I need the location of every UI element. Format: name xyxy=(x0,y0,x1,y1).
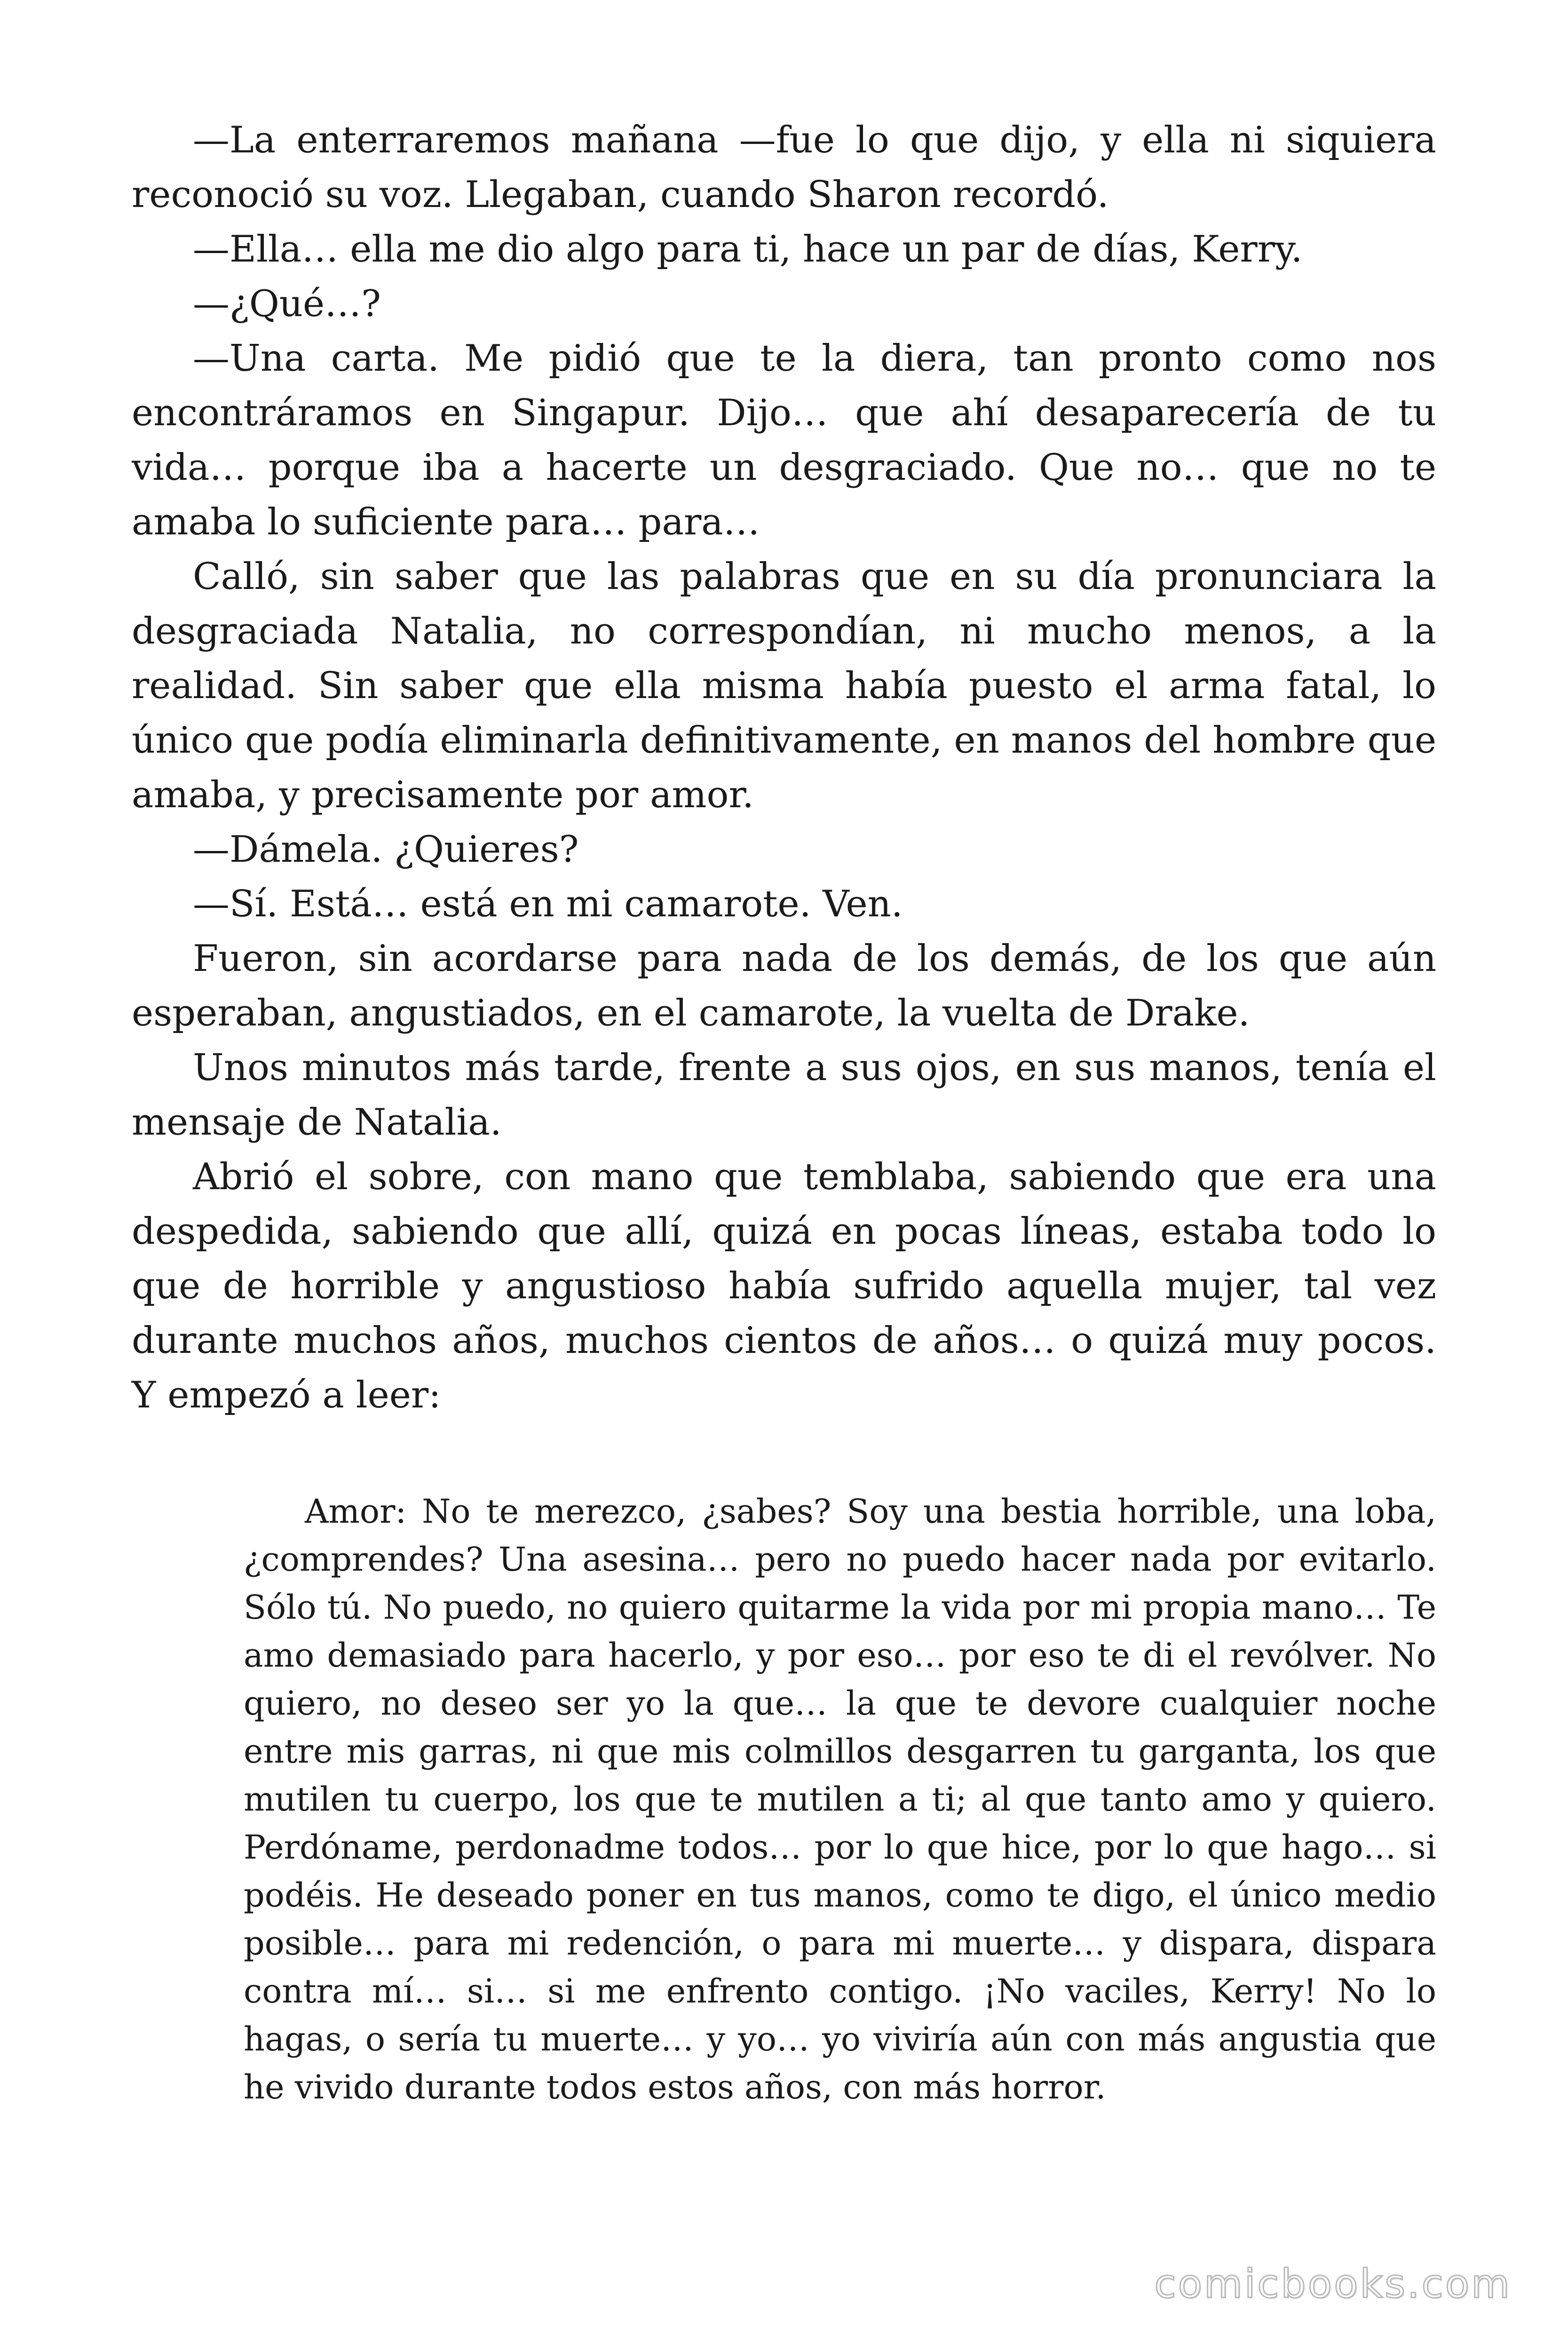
letter-text: Amor: No te merezco, ¿sabes? Soy una bestia horrible, una loba, ¿comprendes? Una asesina… pero no puedo hacer nada por evitarlo. Sólo tú. No puedo, no quiero quitarme la vida por mi propia mano… Te amo demasiado para hacerlo, y por eso… por eso te di el revólver. No quiero, no deseo ser yo la que… la que te devore cualquier noche entre mis garras, ni que mis colmillos desgarren tu garganta, los que mutilen tu cuerpo, los que te mutilen a ti; al que tanto amo y quiero. Perdóname, perdonadme todos… por lo que hice, por lo que hago… si podéis. He deseado poner en tus manos, como te digo, el único medio posible… para mi redención, o para mi muerte… y dispara, dispara contra mí… si… si me enfrento contigo. ¡No vaciles, Kerry! No lo hagas, o sería tu muerte… y yo… yo viviría aún con más angustia que he vivido durante todos estos años, con más horror. xyxy=(244,1492,1436,2106)
body-text xyxy=(132,113,1436,1422)
paragraph: Abrió el sobre, con mano que temblaba, sabiendo que era una despedida, sabiendo que allí, quizá en pocas líneas, estaba todo lo que de horrible y angustioso había sufrido aquella mujer, tal vez durante muchos años, muchos cientos de años… o quizá muy pocos. Y empezó a leer: xyxy=(132,1156,1436,1416)
paragraph: —Una carta. Me pidió que te la diera, tan pronto como nos encontráramos en Singapur. Dijo… que ahí desaparecería de tu vida… porque iba a hacerte un desgraciado. Que no… que no te amaba lo suficiente para… para… xyxy=(132,337,1436,543)
letter-block xyxy=(244,1487,1436,2111)
paragraph: —La enterraremos mañana —fue lo que dijo, y ella ni siquiera reconoció su voz. Llegaban, cuando Sharon recordó. xyxy=(132,119,1436,216)
paragraph: Calló, sin saber que las palabras que en su día pronunciara la desgraciada Natalia, no correspondían, ni mucho menos, a la realidad. Sin saber que ella misma había puesto el arma fatal, lo único que podía eliminarla definitivamente, en manos del hombre que amaba, y precisamente por amor. xyxy=(132,556,1436,816)
paragraph: —¿Qué…? xyxy=(193,283,381,325)
paragraph: Fueron, sin acordarse para nada de los demás, de los que aún esperaban, angustiados, en el camarote, la vuelta de Drake. xyxy=(132,938,1436,1034)
paragraph: —Dámela. ¿Quieres? xyxy=(193,828,579,871)
paragraph: Unos minutos más tarde, frente a sus ojos, en sus manos, tenía el mensaje de Natalia. xyxy=(132,1047,1436,1144)
watermark-logo: comicbooks.com xyxy=(1154,2261,1512,2307)
book-page xyxy=(132,113,1436,2111)
paragraph: —Ella… ella me dio algo para ti, hace un par de días, Kerry. xyxy=(193,228,1303,270)
paragraph: —Sí. Está… está en mi camarote. Ven. xyxy=(193,883,903,925)
